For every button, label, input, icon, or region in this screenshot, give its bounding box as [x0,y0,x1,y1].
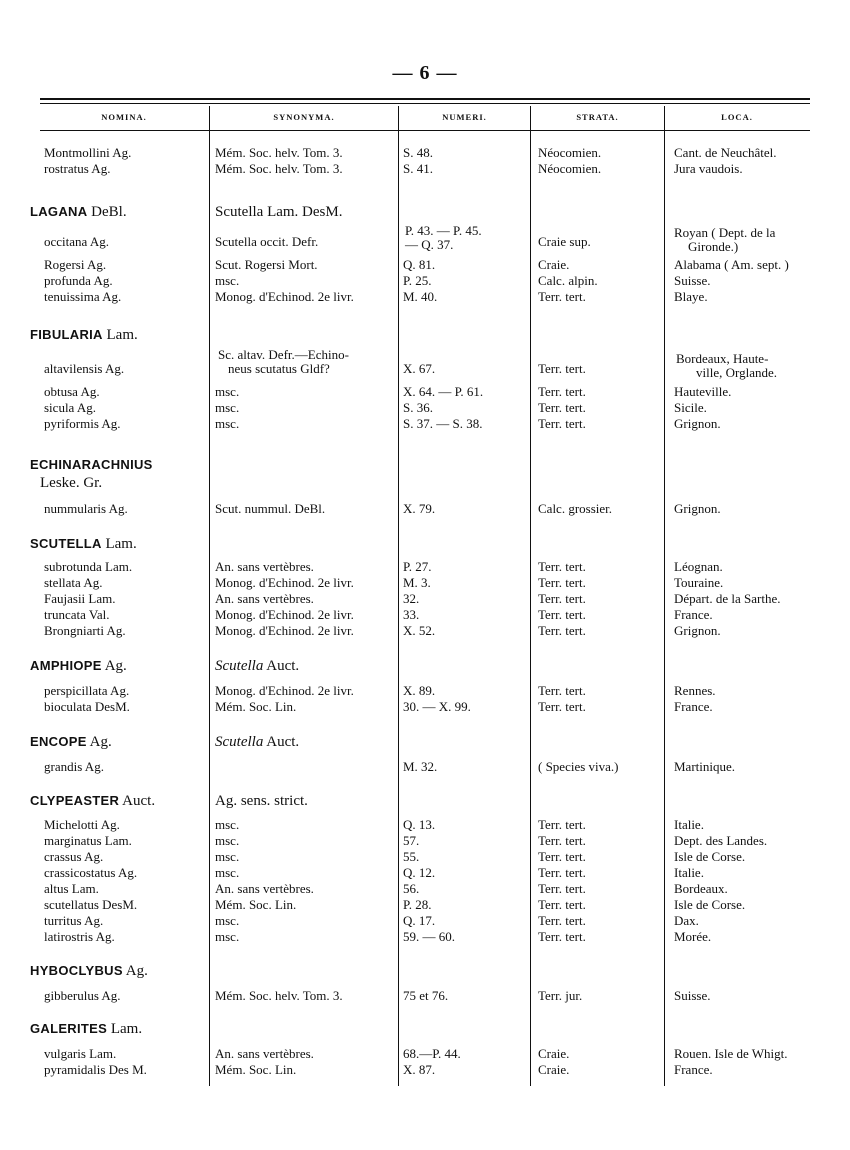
stratum: Terr. tert. [538,913,586,928]
table-row [0,1061,850,1078]
locality: Grignon. [674,501,721,516]
species-name: vulgaris Lam. [44,1046,117,1061]
number: 68.—P. 44. [403,1046,461,1061]
number: S. 48. [403,145,433,160]
stratum: Craie. [538,1046,570,1061]
locality: Touraine. [674,575,724,590]
genus-heading [30,733,112,751]
stratum: Calc. grossier. [538,501,613,516]
table-row [0,987,850,1004]
stratum: Terr. tert. [538,623,586,638]
number: P. 28. [403,897,432,912]
species-name: turritus Ag. [44,913,104,928]
number: Q. 81. [403,257,436,272]
table-row [0,288,850,305]
synonym: Mém. Soc. Lin. [215,699,297,714]
genus-author: Lam. [105,536,137,552]
species-name: obtusa Ag. [44,384,100,399]
number: 75 et 76. [403,988,449,1003]
genus-author: Lam. [106,327,138,343]
species-name: bioculata DesM. [44,699,130,714]
genus-name: LAGANA [30,204,88,219]
table-row [0,160,850,177]
species-name: Rogersi Ag. [44,257,107,272]
stratum: Terr. tert. [538,881,586,896]
table-row [0,144,850,161]
number: X. 87. [403,1062,436,1077]
table-row [0,848,850,865]
genus-synonym-author: Auct. [266,734,300,750]
genus-name: GALERITES [30,1021,108,1036]
stratum: Calc. alpin. [538,273,598,288]
genus-name: HYBOCLYBUS [30,963,123,978]
genus-name: ECHINARACHNIUS [30,457,153,472]
number-line: — Q. 37. [405,237,454,252]
stratum: Terr. tert. [538,289,586,304]
genus-synonym-name: Scutella [215,658,264,674]
genus-author: Lam. [110,1021,143,1037]
table-row [0,912,850,929]
locality: Bordeaux. [674,881,728,896]
synonym: msc. [215,929,240,944]
synonym: Mém. Soc. Lin. [215,897,297,912]
species-name: nummularis Ag. [44,501,128,516]
number: P. 27. [403,559,432,574]
stratum: Terr. tert. [538,849,586,864]
genus-author: Leske. Gr. [40,475,103,491]
table-row [0,500,850,517]
number: 59. — 60. [403,929,455,944]
table-row [0,590,850,607]
species-name: subrotunda Lam. [44,559,133,574]
number: M. 3. [403,575,431,590]
locality: Italie. [674,817,704,832]
table-row [0,880,850,897]
species-name: stellata Ag. [44,575,103,590]
header-numeri: NUMERI. [442,112,487,122]
number: M. 32. [403,759,438,774]
synonym: msc. [215,384,240,399]
number: Q. 13. [403,817,436,832]
locality: Jura vaudois. [674,161,743,176]
locality: Morée. [674,929,712,944]
number: 30. — X. 99. [403,699,471,714]
species-name: occitana Ag. [44,234,109,249]
synonym: Mém. Soc. helv. Tom. 3. [215,988,343,1003]
locality: Blaye. [674,289,708,304]
top-rule-thick [40,98,810,100]
genus-synonym-name: Scutella [215,734,264,750]
number: 32. [403,591,420,606]
synonym: An. sans vertèbres. [215,591,314,606]
table-row [0,383,850,400]
stratum: Terr. tert. [538,416,586,431]
genus-heading [30,203,127,221]
synonym-line: Sc. altav. Defr.—Echino- [218,347,349,362]
stratum: Terr. tert. [538,897,586,912]
stratum: ( Species viva.) [538,759,619,774]
table-row [0,256,850,273]
number: X. 67. [403,361,436,376]
table-row [0,698,850,715]
species-name: profunda Ag. [44,273,113,288]
species-name: truncata Val. [44,607,110,622]
genus-heading [30,535,137,553]
synonym: msc. [215,817,240,832]
synonym: msc. [215,865,240,880]
table-row [0,864,850,881]
locality: Léognan. [674,559,723,574]
locality: France. [674,1062,713,1077]
genus-name: CLYPEASTER [30,793,120,808]
number: X. 79. [403,501,436,516]
species-name: altus Lam. [44,881,99,896]
genus-heading [30,657,127,675]
species-name: crassicostatus Ag. [44,865,138,880]
number: 57. [403,833,420,848]
species-name: latirostris Ag. [44,929,115,944]
synonym: Mém. Soc. helv. Tom. 3. [215,145,343,160]
genus-heading [30,326,138,344]
locality: Dax. [674,913,699,928]
stratum: Craie. [538,1062,570,1077]
species-name: rostratus Ag. [44,161,111,176]
header-nomina: NOMINA. [101,112,147,122]
synonym-line: neus scutatus Gldf? [228,361,330,376]
locality: Grignon. [674,416,721,431]
synonym: msc. [215,849,240,864]
header-strata: STRATA. [576,112,619,122]
species-name: tenuissima Ag. [44,289,122,304]
stratum: Terr. tert. [538,361,586,376]
genus-author: Ag. [125,963,148,979]
synonym: Monog. d'Echinod. 2e livr. [215,683,354,698]
synonym: msc. [215,913,240,928]
locality: Isle de Corse. [674,849,746,864]
header-synonyma: SYNONYMA. [273,112,335,122]
genus-synonym [215,657,299,675]
table-row [0,574,850,591]
synonym: Monog. d'Echinod. 2e livr. [215,289,354,304]
stratum: Terr. tert. [538,575,586,590]
number: 33. [403,607,420,622]
synonym: Monog. d'Echinod. 2e livr. [215,575,354,590]
stratum: Terr. tert. [538,699,586,714]
page-number: — 6 — [392,62,458,84]
stratum: Terr. jur. [538,988,583,1003]
locality: France. [674,607,713,622]
synonym: msc. [215,833,240,848]
synonym: An. sans vertèbres. [215,559,314,574]
species-name: Montmollini Ag. [44,145,132,160]
locality: Rennes. [674,683,716,698]
species-name: Michelotti Ag. [44,817,120,832]
genus-name: SCUTELLA [30,536,102,551]
species-name: scutellatus DesM. [44,897,138,912]
synonym: Mém. Soc. Lin. [215,1062,297,1077]
synonym [218,348,349,376]
stratum: Craie. [538,257,570,272]
table-row [0,415,850,432]
species-name: grandis Ag. [44,759,104,774]
genus-heading [30,456,153,492]
synonym: An. sans vertèbres. [215,881,314,896]
genus-synonym: Scutella Lam. DesM. [215,204,343,220]
table-row [0,399,850,416]
stratum: Néocomien. [538,161,602,176]
genus-author: Ag. [104,658,127,674]
locality: Cant. de Neuchâtel. [674,145,777,160]
table-row [0,682,850,699]
genus-synonym-author: Auct. [266,658,300,674]
table-row [0,928,850,945]
table-row [0,816,850,833]
stratum: Terr. tert. [538,384,586,399]
number: P. 25. [403,273,432,288]
number [405,224,482,252]
synonym: Scut. nummul. DeBl. [215,501,326,516]
stratum: Terr. tert. [538,929,586,944]
species-name: gibberulus Ag. [44,988,121,1003]
table-row [0,832,850,849]
locality: Italie. [674,865,704,880]
locality [674,226,775,254]
locality: Dept. des Landes. [674,833,768,848]
locality: Alabama ( Am. sept. ) [674,257,789,272]
table-row [0,622,850,639]
number: Q. 12. [403,865,436,880]
table-row [0,558,850,575]
genus-synonym: Ag. sens. strict. [215,793,308,809]
genus-name: AMPHIOPE [30,658,102,673]
locality: Grignon. [674,623,721,638]
genus-name: ENCOPE [30,734,87,749]
locality: Martinique. [674,759,736,774]
locality: Hauteville. [674,384,732,399]
number: Q. 17. [403,913,436,928]
number-line: P. 43. — P. 45. [405,223,482,238]
top-rule-thin [40,103,810,104]
number: X. 64. — P. 61. [403,384,484,399]
synonym: Mém. Soc. helv. Tom. 3. [215,161,343,176]
locality: Rouen. Isle de Whigt. [674,1046,788,1061]
species-name: pyriformis Ag. [44,416,121,431]
synonym: msc. [215,416,240,431]
number: S. 36. [403,400,433,415]
synonym: Monog. d'Echinod. 2e livr. [215,623,354,638]
stratum: Terr. tert. [538,400,586,415]
number: 56. [403,881,420,896]
locality: Sicile. [674,400,707,415]
synonym: Scut. Rogersi Mort. [215,257,318,272]
genus-author: DeBl. [91,204,127,220]
stratum: Terr. tert. [538,591,586,606]
locality: Isle de Corse. [674,897,746,912]
genus-heading [30,962,148,980]
locality-line: Bordeaux, Haute- [676,351,769,366]
genus-heading [30,792,155,810]
locality: Suisse. [674,273,711,288]
locality: Suisse. [674,988,711,1003]
synonym: An. sans vertèbres. [215,1046,314,1061]
locality: France. [674,699,713,714]
table-row [0,1045,850,1062]
stratum: Terr. tert. [538,607,586,622]
stratum: Terr. tert. [538,865,586,880]
synonym: msc. [215,400,240,415]
number: S. 37. — S. 38. [403,416,483,431]
table-row [0,896,850,913]
table-row [0,272,850,289]
synonym: Scutella occit. Defr. [215,234,319,249]
species-name: sicula Ag. [44,400,96,415]
species-name: pyramidalis Des M. [44,1062,147,1077]
species-name: marginatus Lam. [44,833,132,848]
stratum: Terr. tert. [538,683,586,698]
stratum: Néocomien. [538,145,602,160]
table-row [0,606,850,623]
species-name: perspicillata Ag. [44,683,130,698]
stratum: Terr. tert. [538,833,586,848]
genus-author: Ag. [89,734,112,750]
number: M. 40. [403,289,438,304]
locality: Départ. de la Sarthe. [674,591,781,606]
number: 55. [403,849,420,864]
species-name: altavilensis Ag. [44,361,125,376]
genus-synonym [215,733,299,751]
stratum: Terr. tert. [538,817,586,832]
number: X. 52. [403,623,436,638]
synonym: Monog. d'Echinod. 2e livr. [215,607,354,622]
genus-author: Auct. [122,793,156,809]
locality-line: Royan ( Dept. de la [674,225,776,240]
species-name: Faujasii Lam. [44,591,116,606]
synonym: msc. [215,273,240,288]
species-name: crassus Ag. [44,849,104,864]
locality [676,352,777,380]
genus-heading [30,1020,142,1038]
table-row [0,758,850,775]
stratum: Craie sup. [538,234,591,249]
header-bottom-rule [40,130,810,131]
header-loca: LOCA. [721,112,753,122]
number: X. 89. [403,683,436,698]
genus-name: FIBULARIA [30,327,103,342]
stratum: Terr. tert. [538,559,586,574]
locality-line: Gironde.) [688,239,739,254]
species-name: Brongniarti Ag. [44,623,126,638]
number: S. 41. [403,161,433,176]
locality-line: ville, Orglande. [696,365,777,380]
